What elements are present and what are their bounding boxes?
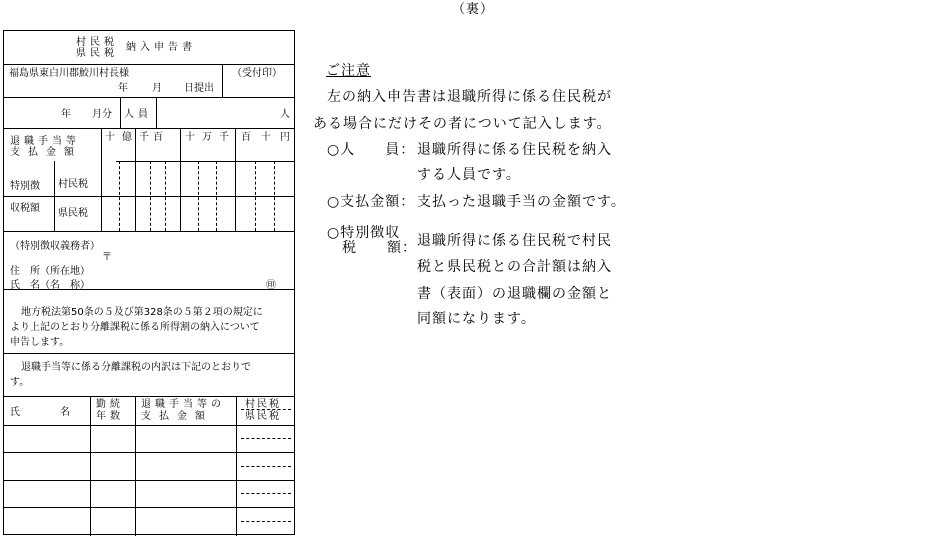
collector-address-label: 住 所（所在地） bbox=[10, 266, 90, 277]
period-month: 月分 bbox=[92, 109, 112, 120]
notes-heading: ご注意 bbox=[326, 63, 371, 79]
note-item-payment-line: 支払った退職手当の金額です。 bbox=[417, 194, 626, 210]
date-year: 年 bbox=[118, 83, 128, 94]
breakdown-line: す。 bbox=[10, 377, 30, 388]
table-header-amount-line1: 退職手当等の bbox=[141, 399, 225, 410]
persons-unit: 人 bbox=[280, 109, 290, 120]
date-month: 月 bbox=[152, 83, 162, 94]
persons-label: 人員 bbox=[124, 109, 152, 120]
declaration-line: より上記のとおり分離課税に係る所得割の納入について bbox=[10, 322, 260, 333]
declaration-line: 申告します。 bbox=[10, 337, 70, 348]
prefecture-tax-label: 県民税 bbox=[58, 208, 88, 219]
note-item-special-line: 書（表面）の退職欄の金額と bbox=[417, 286, 612, 302]
addressee: 福島県東白川郡鮫川村長様 bbox=[9, 68, 129, 79]
note-item-special-line: 同額になります。 bbox=[417, 311, 536, 327]
form-title: 納入申告書 bbox=[126, 42, 196, 53]
declaration-line: 地方税法第50条の５及び第328条の５第２項の規定に bbox=[21, 307, 263, 318]
village-tax-label: 村民税 bbox=[58, 179, 88, 190]
notes-intro-line: 左の納入申告書は退職所得に係る住民税が bbox=[327, 89, 612, 105]
note-item-persons-term: ○人 員： bbox=[327, 142, 416, 158]
digit-unit: 千 bbox=[139, 132, 149, 143]
note-item-persons-line: する人員です。 bbox=[417, 167, 521, 183]
payment-amount-label-line1: 退職手当等 bbox=[10, 136, 80, 147]
tax-declaration-form bbox=[3, 30, 295, 535]
collector-name-label: 氏 名（名 称） bbox=[10, 280, 90, 291]
digit-unit: 十 bbox=[105, 132, 115, 143]
seal-mark: ㊞ bbox=[266, 280, 276, 291]
note-item-payment-term: ○支払金額： bbox=[327, 194, 416, 210]
digit-unit: 百 bbox=[153, 132, 163, 143]
digit-unit: 百 bbox=[241, 132, 251, 143]
title-tax-prefecture: 県民税 bbox=[76, 48, 118, 59]
postal-mark: 〒 bbox=[102, 252, 112, 263]
digit-unit: 十 bbox=[185, 132, 195, 143]
receipt-stamp-label: （受付印） bbox=[232, 68, 282, 79]
table-header-name: 氏 名 bbox=[10, 407, 70, 418]
note-item-special-term-line2: 税 額： bbox=[342, 240, 417, 256]
digit-unit: 億 bbox=[122, 132, 132, 143]
digit-unit: 万 bbox=[202, 132, 212, 143]
title-tax-village: 村民税 bbox=[76, 37, 118, 48]
breakdown-line: 退職手当等に係る分離課税の内訳は下記のとおりで bbox=[21, 362, 251, 373]
digit-unit: 十 bbox=[261, 132, 271, 143]
note-item-special-line: 税と県民税との合計額は納入 bbox=[417, 259, 612, 275]
note-item-special-term-line1: ○特別徴収 bbox=[327, 225, 401, 241]
note-item-special-line: 退職所得に係る住民税で村民 bbox=[417, 233, 612, 249]
notes-intro-line: ある場合にだけその者について記入します。 bbox=[313, 116, 612, 132]
payment-amount-label-line2: 支払金額 bbox=[10, 147, 82, 158]
digit-unit: 千 bbox=[219, 132, 229, 143]
table-header-years-line2: 年数 bbox=[96, 411, 124, 422]
special-collection-label-line2: 収税額 bbox=[10, 203, 40, 214]
table-header-amount-line2: 支払金額 bbox=[141, 411, 213, 422]
digit-unit: 円 bbox=[280, 132, 290, 143]
table-header-tax-line1: 村民税 bbox=[245, 399, 281, 410]
date-day-submitted: 日提出 bbox=[184, 83, 214, 94]
side-mark: （裏） bbox=[452, 2, 495, 17]
collector-heading: （特別徴収義務者） bbox=[10, 241, 100, 252]
table-header-years-line1: 勤続 bbox=[96, 399, 124, 410]
special-collection-label-line1: 特別徴 bbox=[10, 181, 40, 192]
period-year: 年 bbox=[61, 109, 71, 120]
table-header-tax-line2: 県民税 bbox=[245, 411, 281, 422]
note-item-persons-line: 退職所得に係る住民税を納入 bbox=[417, 142, 612, 158]
